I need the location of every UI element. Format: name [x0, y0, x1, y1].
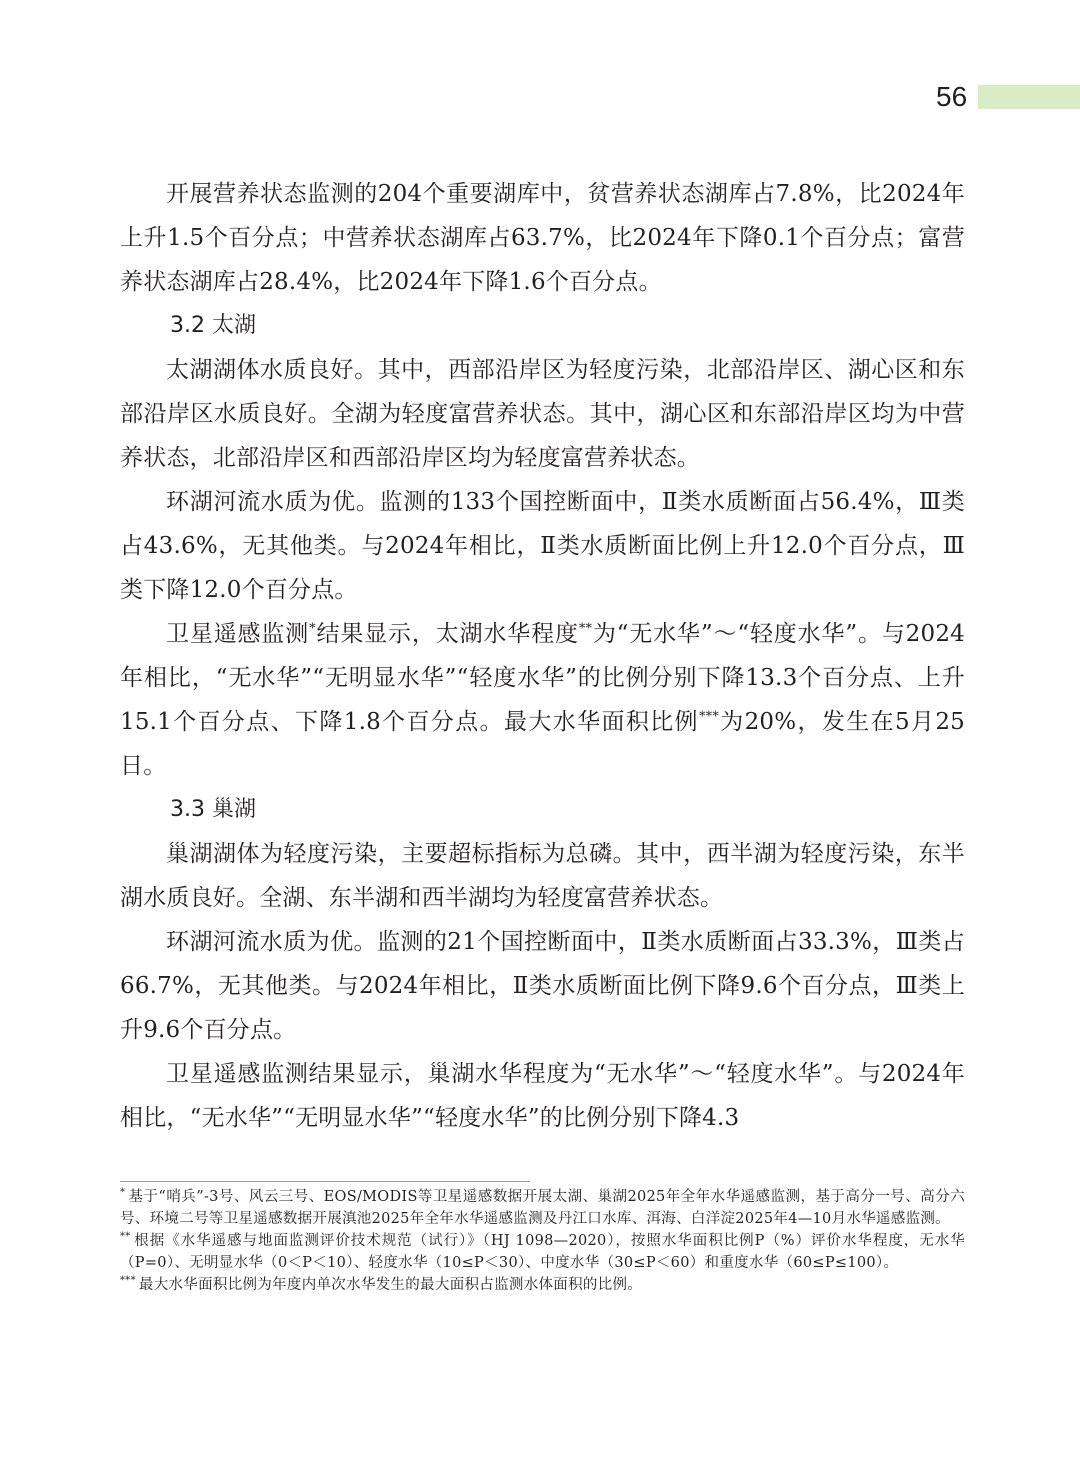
footnote-mark: * [120, 1187, 126, 1199]
paragraph-taihu-water-quality: 太湖湖体水质良好。其中，西部沿岸区为轻度污染，北部沿岸区、湖心区和东部沿岸区水质良好。全湖为轻度富营养状态。其中，湖心区和东部沿岸区均为中营养状态，北部沿岸区和西部沿岸区均为轻度富营养状态。 [120, 357, 965, 471]
paragraph-taihu-algal-bloom [120, 612, 965, 788]
page-accent-bar [978, 85, 1080, 109]
text-segment: 为“无水华”～“轻度水华”。与2024年相比，“无水华”“无明显水华”“轻度水华”的比例分别下降13.3个百分点、上升15.1个百分点、下降1.8个百分点。最大水华面积比例 [120, 621, 966, 735]
footnote-marker: * [309, 621, 316, 637]
footnote-mark: ** [120, 1231, 131, 1243]
body-text [120, 172, 965, 1140]
footnote-mark: *** [120, 1275, 136, 1287]
footnotes [120, 1186, 965, 1296]
footnote-marker: *** [698, 709, 720, 725]
footnote-2 [120, 1230, 965, 1274]
text-segment: 为20%，发生在5月25日。 [120, 709, 965, 779]
footnote-text: 基于“哨兵”-3号、风云三号、EOS/MODIS等卫星遥感数据开展太湖、巢湖2025年全年水华遥感监测，基于高分一号、高分六号、环境二号等卫星遥感数据开展滇池2025年全年水华遥感监测及丹江口水库、洱海、白洋淀2025年4—10月水华遥感监测。 [120, 1189, 965, 1227]
section-heading-chaohu: 3.3 巢湖 [170, 797, 256, 822]
paragraph-trophic-status: 开展营养状态监测的204个重要湖库中，贫营养状态湖库占7.8%，比2024年上升1.5个百分点；中营养状态湖库占63.7%，比2024年下降0.1个百分点；富营养状态湖库占28.4%，比2024年下降1.6个百分点。 [120, 181, 965, 295]
text-segment: 结果显示，太湖水华程度 [315, 621, 579, 647]
paragraph-chaohu-water-quality: 巢湖湖体为轻度污染，主要超标指标为总磷。其中，西半湖为轻度污染，东半湖水质良好。全湖、东半湖和西半湖均为轻度富营养状态。 [120, 841, 965, 911]
footnote-divider [120, 1181, 530, 1182]
section-heading-taihu: 3.2 太湖 [170, 313, 256, 338]
footnote-text: 最大水华面积比例为年度内单次水华发生的最大面积占监测水体面积的比例。 [138, 1277, 643, 1293]
text-segment: 卫星遥感监测 [166, 621, 310, 647]
paragraph-chaohu-rivers: 环湖河流水质为优。监测的21个国控断面中，Ⅱ类水质断面占33.3%，Ⅲ类占66.7%，无其他类。与2024年相比，Ⅱ类水质断面比例下降9.6个百分点，Ⅲ类上升9.6个百分点。 [120, 929, 965, 1043]
footnote-marker: ** [578, 621, 593, 637]
page-number: 56 [936, 81, 968, 112]
footnote-text: 根据《水华遥感与地面监测评价技术规范（试行）》（HJ 1098—2020），按照水华面积比例P（%）评价水华程度，无水华（P=0）、无明显水华（0＜P＜10）、轻度水华（10≤P＜30）、中度水华（30≤P＜60）和重度水华（60≤P≤100）。 [120, 1233, 965, 1271]
paragraph-taihu-rivers: 环湖河流水质为优。监测的133个国控断面中，Ⅱ类水质断面占56.4%，Ⅲ类占43.6%，无其他类。与2024年相比，Ⅱ类水质断面比例上升12.0个百分点，Ⅲ类下降12.0个百分点。 [120, 489, 965, 603]
footnote-1 [120, 1186, 965, 1230]
footnote-3 [120, 1274, 965, 1296]
paragraph-chaohu-algal-bloom: 卫星遥感监测结果显示，巢湖水华程度为“无水华”～“轻度水华”。与2024年相比，“无水华”“无明显水华”“轻度水华”的比例分别下降4.3 [120, 1061, 965, 1131]
